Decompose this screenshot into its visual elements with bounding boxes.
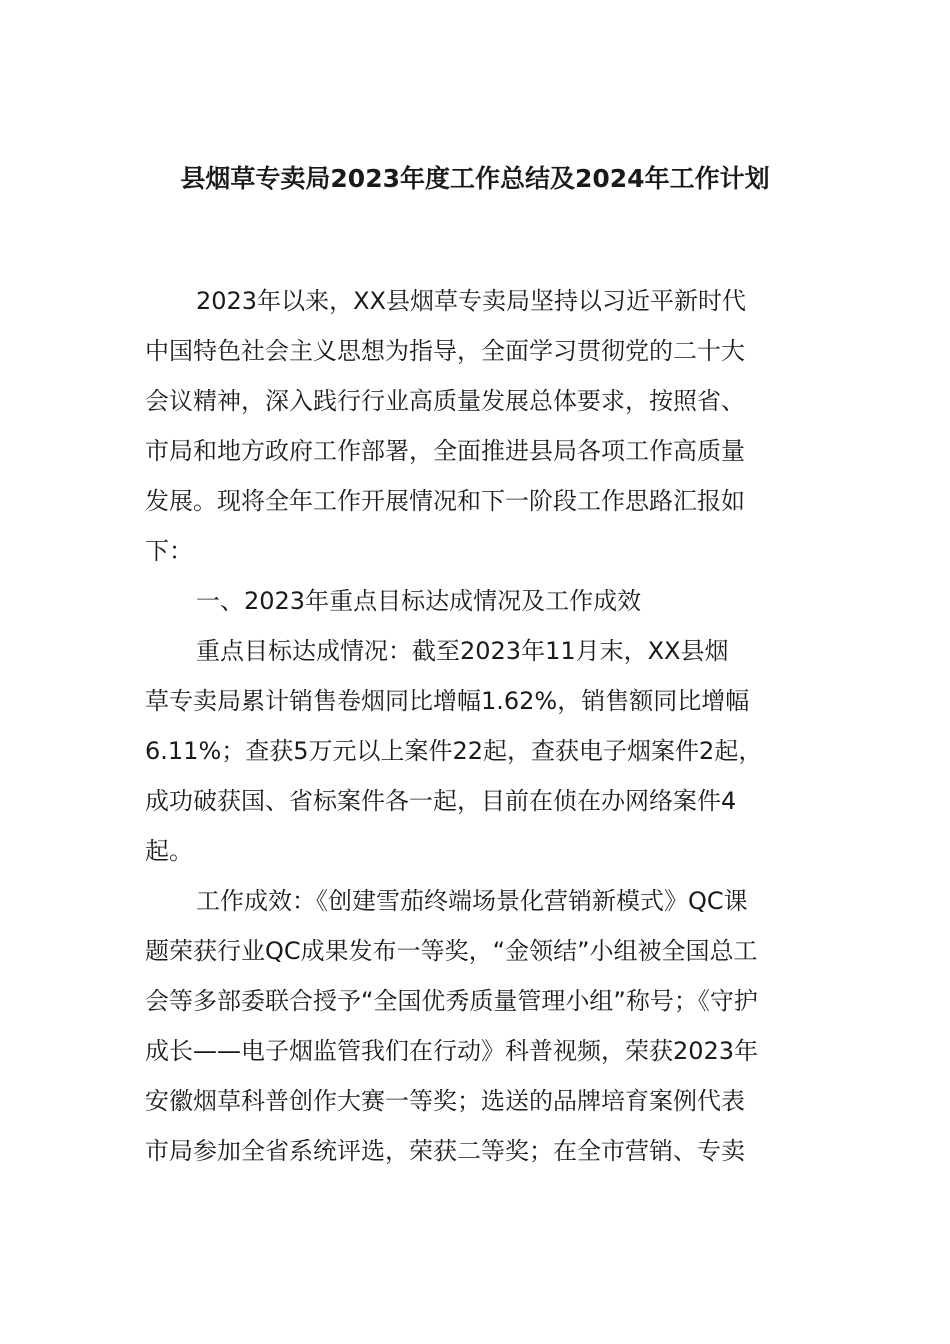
section-heading: 一、2023年重点目标达成情况及工作成效: [196, 587, 642, 615]
body-line: 中国特色社会主义思想为指导，全面学习贯彻党的二十大: [145, 337, 745, 365]
body-line: 草专卖局累计销售卷烟同比增幅1.62%，销售额同比增幅: [145, 687, 750, 715]
body-line: 6.11%；查获5万元以上案件22起，查获电子烟案件2起，: [145, 737, 763, 765]
body-line: 题荣获行业QC成果发布一等奖，“金领结”小组被全国总工: [145, 937, 758, 965]
body-line: 成功破获国、省标案件各一起，目前在侦在办网络案件4: [145, 787, 737, 815]
body-line: 2023年以来，XX县烟草专卖局坚持以习近平新时代: [196, 287, 746, 315]
body-line: 安徽烟草科普创作大赛一等奖；选送的品牌培育案例代表: [145, 1087, 745, 1115]
body-line: 市局参加全省系统评选，荣获二等奖；在全市营销、专卖: [145, 1137, 745, 1165]
body-line: 工作成效：《创建雪茄终端场景化营销新模式》QC课: [196, 887, 748, 915]
body-line: 成长——电子烟监管我们在行动》科普视频，荣获2023年: [145, 1037, 759, 1065]
body-line: 会议精神，深入践行行业高质量发展总体要求，按照省、: [145, 387, 745, 415]
body-line: 会等多部委联合授予“全国优秀质量管理小组”称号；《守护: [145, 987, 758, 1015]
body-line: 市局和地方政府工作部署，全面推进县局各项工作高质量: [145, 437, 745, 465]
body-line: 重点目标达成情况：截至2023年11月末，XX县烟: [196, 637, 729, 665]
body-line: 发展。现将全年工作开展情况和下一阶段工作思路汇报如: [145, 487, 745, 515]
body-line: 起。: [145, 837, 193, 865]
body-line: 下：: [145, 537, 193, 565]
document-title: 县烟草专卖局2023年度工作总结及2024年工作计划: [180, 164, 770, 193]
